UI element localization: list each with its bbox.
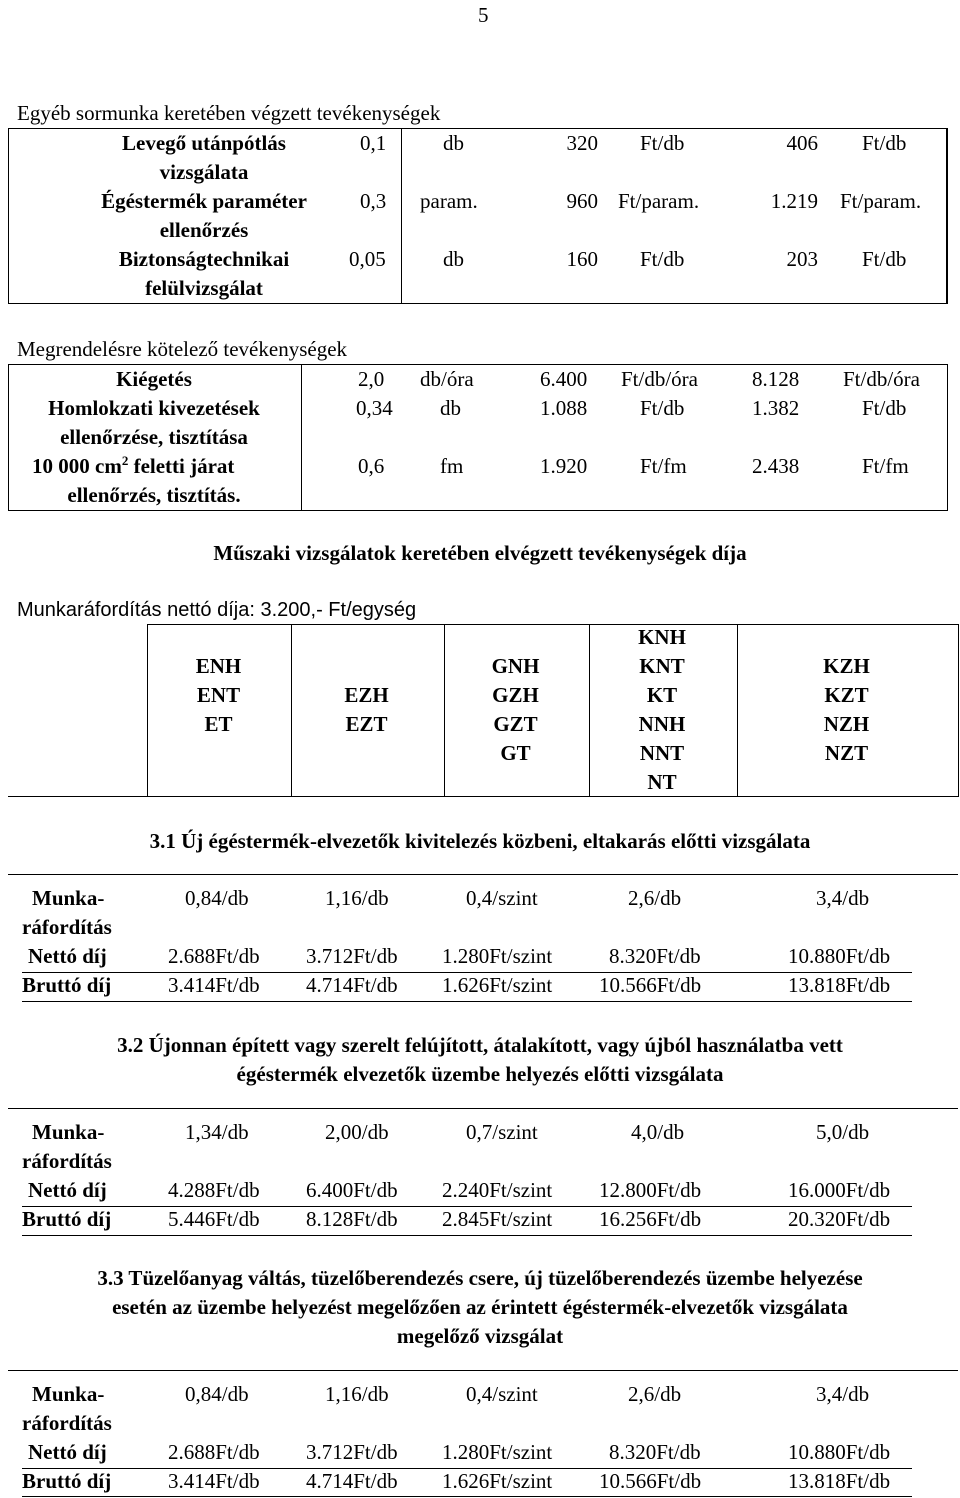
row-gross: 1.382 <box>752 396 800 420</box>
row-gross: 203 <box>786 247 818 271</box>
row-label: Levegő utánpótlás <box>122 131 286 155</box>
divider <box>8 874 958 875</box>
price-table-heading: 3.3 Tüzelőanyag váltás, tüzelőberendezés csere, új tüzelőberendezés üzembe helyezése <box>97 1266 863 1290</box>
cell: 5.446Ft/db <box>168 1207 260 1231</box>
row-qty: 0,6 <box>358 454 385 478</box>
cell: 0,7/szint <box>466 1120 538 1144</box>
row-label: vizsgálata <box>159 160 249 184</box>
code: NNH <box>638 712 686 736</box>
cell: 2.688Ft/db <box>168 944 260 968</box>
cell: 3,4/db <box>816 1382 870 1406</box>
cell: 0,84/db <box>185 1382 249 1406</box>
cell: 3.414Ft/db <box>168 973 260 997</box>
divider <box>8 796 958 797</box>
code: NZH <box>823 712 870 736</box>
row-label: ellenőrzés <box>159 218 249 242</box>
code: KZH <box>823 654 870 678</box>
cell: 0,84/db <box>185 886 249 910</box>
code: EZT <box>345 712 388 736</box>
cell: 1.626Ft/szint <box>442 973 553 997</box>
divider <box>8 1370 958 1371</box>
code: KNH <box>638 625 686 649</box>
cell: 3.414Ft/db <box>168 1469 260 1493</box>
row-unit: db <box>443 247 464 271</box>
divider <box>8 1108 958 1109</box>
cell: 10.880Ft/db <box>788 944 891 968</box>
price-table-heading: megelőző vizsgálat <box>396 1324 564 1348</box>
section3-title: Műszaki vizsgálatok keretében elvégzett tevékenységek díja <box>213 541 747 565</box>
row-gross-unit: Ft/param. <box>840 189 922 213</box>
row-label: ráfordítás <box>22 1149 112 1173</box>
price-table-heading: 3.1 Új égéstermék-elvezetők kivitelezés közbeni, eltakarás előtti vizsgálata <box>149 829 811 853</box>
row-label: Munka- <box>32 1382 105 1406</box>
row-net-unit: Ft/db/óra <box>621 367 698 391</box>
code: GNH <box>491 654 540 678</box>
cell: 6.400Ft/db <box>306 1178 398 1202</box>
row-gross-unit: Ft/db <box>862 131 907 155</box>
cell: 16.256Ft/db <box>599 1207 702 1231</box>
cell: 0,4/szint <box>466 1382 538 1406</box>
code: GZT <box>493 712 538 736</box>
cell: 1.280Ft/szint <box>442 1440 553 1464</box>
row-qty: 0,3 <box>360 189 387 213</box>
row-gross: 8.128 <box>752 367 800 391</box>
cell: 2,00/db <box>325 1120 389 1144</box>
page-number: 5 <box>478 3 489 27</box>
row-net: 6.400 <box>540 367 588 391</box>
row-gross-unit: Ft/db <box>862 396 907 420</box>
row-gross-unit: Ft/db/óra <box>843 367 920 391</box>
row-divider <box>22 1235 912 1236</box>
row-label: Bruttó díj <box>22 973 112 997</box>
row-label: Bruttó díj <box>22 1207 112 1231</box>
price-table-heading: 3.2 Újonnan épített vagy szerelt felújított, átalakított, vagy újból használatba vett <box>117 1033 843 1057</box>
row-label: ráfordítás <box>22 1411 112 1435</box>
row-label: Munka- <box>32 1120 105 1144</box>
cell: 4.288Ft/db <box>168 1178 260 1202</box>
cell: 10.566Ft/db <box>599 1469 702 1493</box>
code: EZH <box>344 683 389 707</box>
labor-rate: Munkaráfordítás nettó díja: 3.200,- Ft/egység <box>17 599 417 621</box>
row-net: 1.920 <box>540 454 588 478</box>
row-qty: 2,0 <box>358 367 385 391</box>
code: GZH <box>492 683 539 707</box>
row-gross: 1.219 <box>770 189 818 213</box>
cell: 3.712Ft/db <box>306 944 398 968</box>
code: NZT <box>824 741 869 765</box>
section1-title: Egyéb sormunka keretében végzett tevékenységek <box>17 101 441 125</box>
row-unit: db/óra <box>420 367 474 391</box>
cell: 1,16/db <box>325 1382 389 1406</box>
cell: 12.800Ft/db <box>599 1178 702 1202</box>
cell: 8.320Ft/db <box>609 1440 701 1464</box>
cell: 2.845Ft/szint <box>442 1207 553 1231</box>
cell: 3,4/db <box>816 886 870 910</box>
cell: 8.128Ft/db <box>306 1207 398 1231</box>
row-label: Nettó díj <box>28 1440 107 1464</box>
cell: 3.712Ft/db <box>306 1440 398 1464</box>
row-net: 960 <box>566 189 598 213</box>
row-qty: 0,1 <box>360 131 387 155</box>
row-gross: 2.438 <box>752 454 800 478</box>
cell: 10.566Ft/db <box>599 973 702 997</box>
row-label: Kiégetés <box>116 367 192 391</box>
row-label: ellenőrzés, tisztítás. <box>67 483 241 507</box>
row-unit: fm <box>440 454 464 478</box>
row-label: ellenőrzése, tisztítása <box>60 425 248 449</box>
code: KNT <box>639 654 685 678</box>
cell: 4.714Ft/db <box>306 1469 398 1493</box>
row-gross-unit: Ft/fm <box>862 454 909 478</box>
cell: 0,4/szint <box>466 886 538 910</box>
row-label: felülvizsgálat <box>145 276 263 300</box>
price-table-heading: esetén az üzembe helyezést megelőzően az érintett égéstermék-elvezetők vizsgálata <box>112 1295 848 1319</box>
row-gross-unit: Ft/db <box>862 247 907 271</box>
row-net-unit: Ft/param. <box>618 189 700 213</box>
code: ENT <box>196 683 241 707</box>
cell: 2,6/db <box>628 1382 682 1406</box>
row-unit: db <box>443 131 464 155</box>
cell: 13.818Ft/db <box>788 973 891 997</box>
code: NT <box>647 770 677 794</box>
row-qty: 0,05 <box>349 247 386 271</box>
row-net-unit: Ft/db <box>640 396 685 420</box>
row-label: Munka- <box>32 886 105 910</box>
row-label: ráfordítás <box>22 915 112 939</box>
row-unit: param. <box>420 189 478 213</box>
code: KZT <box>824 683 869 707</box>
price-table-heading: égéstermék elvezetők üzembe helyezés előtti vizsgálata <box>236 1062 724 1086</box>
code: ET <box>204 712 233 736</box>
cell: 13.818Ft/db <box>788 1469 891 1493</box>
row-label: Biztonságtechnikai <box>118 247 290 271</box>
row-label: Homlokzati kivezetések <box>48 396 260 420</box>
cell: 1,16/db <box>325 886 389 910</box>
row-label: Bruttó díj <box>22 1469 112 1493</box>
cell: 4,0/db <box>631 1120 685 1144</box>
cell: 1,34/db <box>185 1120 249 1144</box>
row-label: 10 000 $cm^2$ feletti járat <box>32 453 235 478</box>
row-net: 160 <box>566 247 598 271</box>
section2-title: Megrendelésre kötelező tevékenységek <box>17 337 348 361</box>
cell: 5,0/db <box>816 1120 870 1144</box>
cell: 10.880Ft/db <box>788 1440 891 1464</box>
cell: 8.320Ft/db <box>609 944 701 968</box>
cell: 2,6/db <box>628 886 682 910</box>
cell: 4.714Ft/db <box>306 973 398 997</box>
row-unit: db <box>440 396 461 420</box>
cell: 1.280Ft/szint <box>442 944 553 968</box>
row-label: Égéstermék paraméter <box>101 189 307 213</box>
row-divider <box>22 1001 912 1002</box>
cell: 1.626Ft/szint <box>442 1469 553 1493</box>
code: NNT <box>639 741 685 765</box>
row-gross: 406 <box>786 131 818 155</box>
cell: 2.240Ft/szint <box>442 1178 553 1202</box>
row-net-unit: Ft/fm <box>640 454 687 478</box>
row-divider <box>22 1496 912 1497</box>
code: GT <box>500 741 531 765</box>
cell: 16.000Ft/db <box>788 1178 891 1202</box>
row-net-unit: Ft/db <box>640 247 685 271</box>
row-label: Nettó díj <box>28 944 107 968</box>
superscript: 2 <box>121 453 129 468</box>
row-net-unit: Ft/db <box>640 131 685 155</box>
code: ENH <box>195 654 242 678</box>
row-net: 1.088 <box>540 396 588 420</box>
code: KT <box>646 683 678 707</box>
row-label: Nettó díj <box>28 1178 107 1202</box>
cell: 2.688Ft/db <box>168 1440 260 1464</box>
row-qty: 0,34 <box>356 396 393 420</box>
row-net: 320 <box>566 131 598 155</box>
cell: 20.320Ft/db <box>788 1207 891 1231</box>
